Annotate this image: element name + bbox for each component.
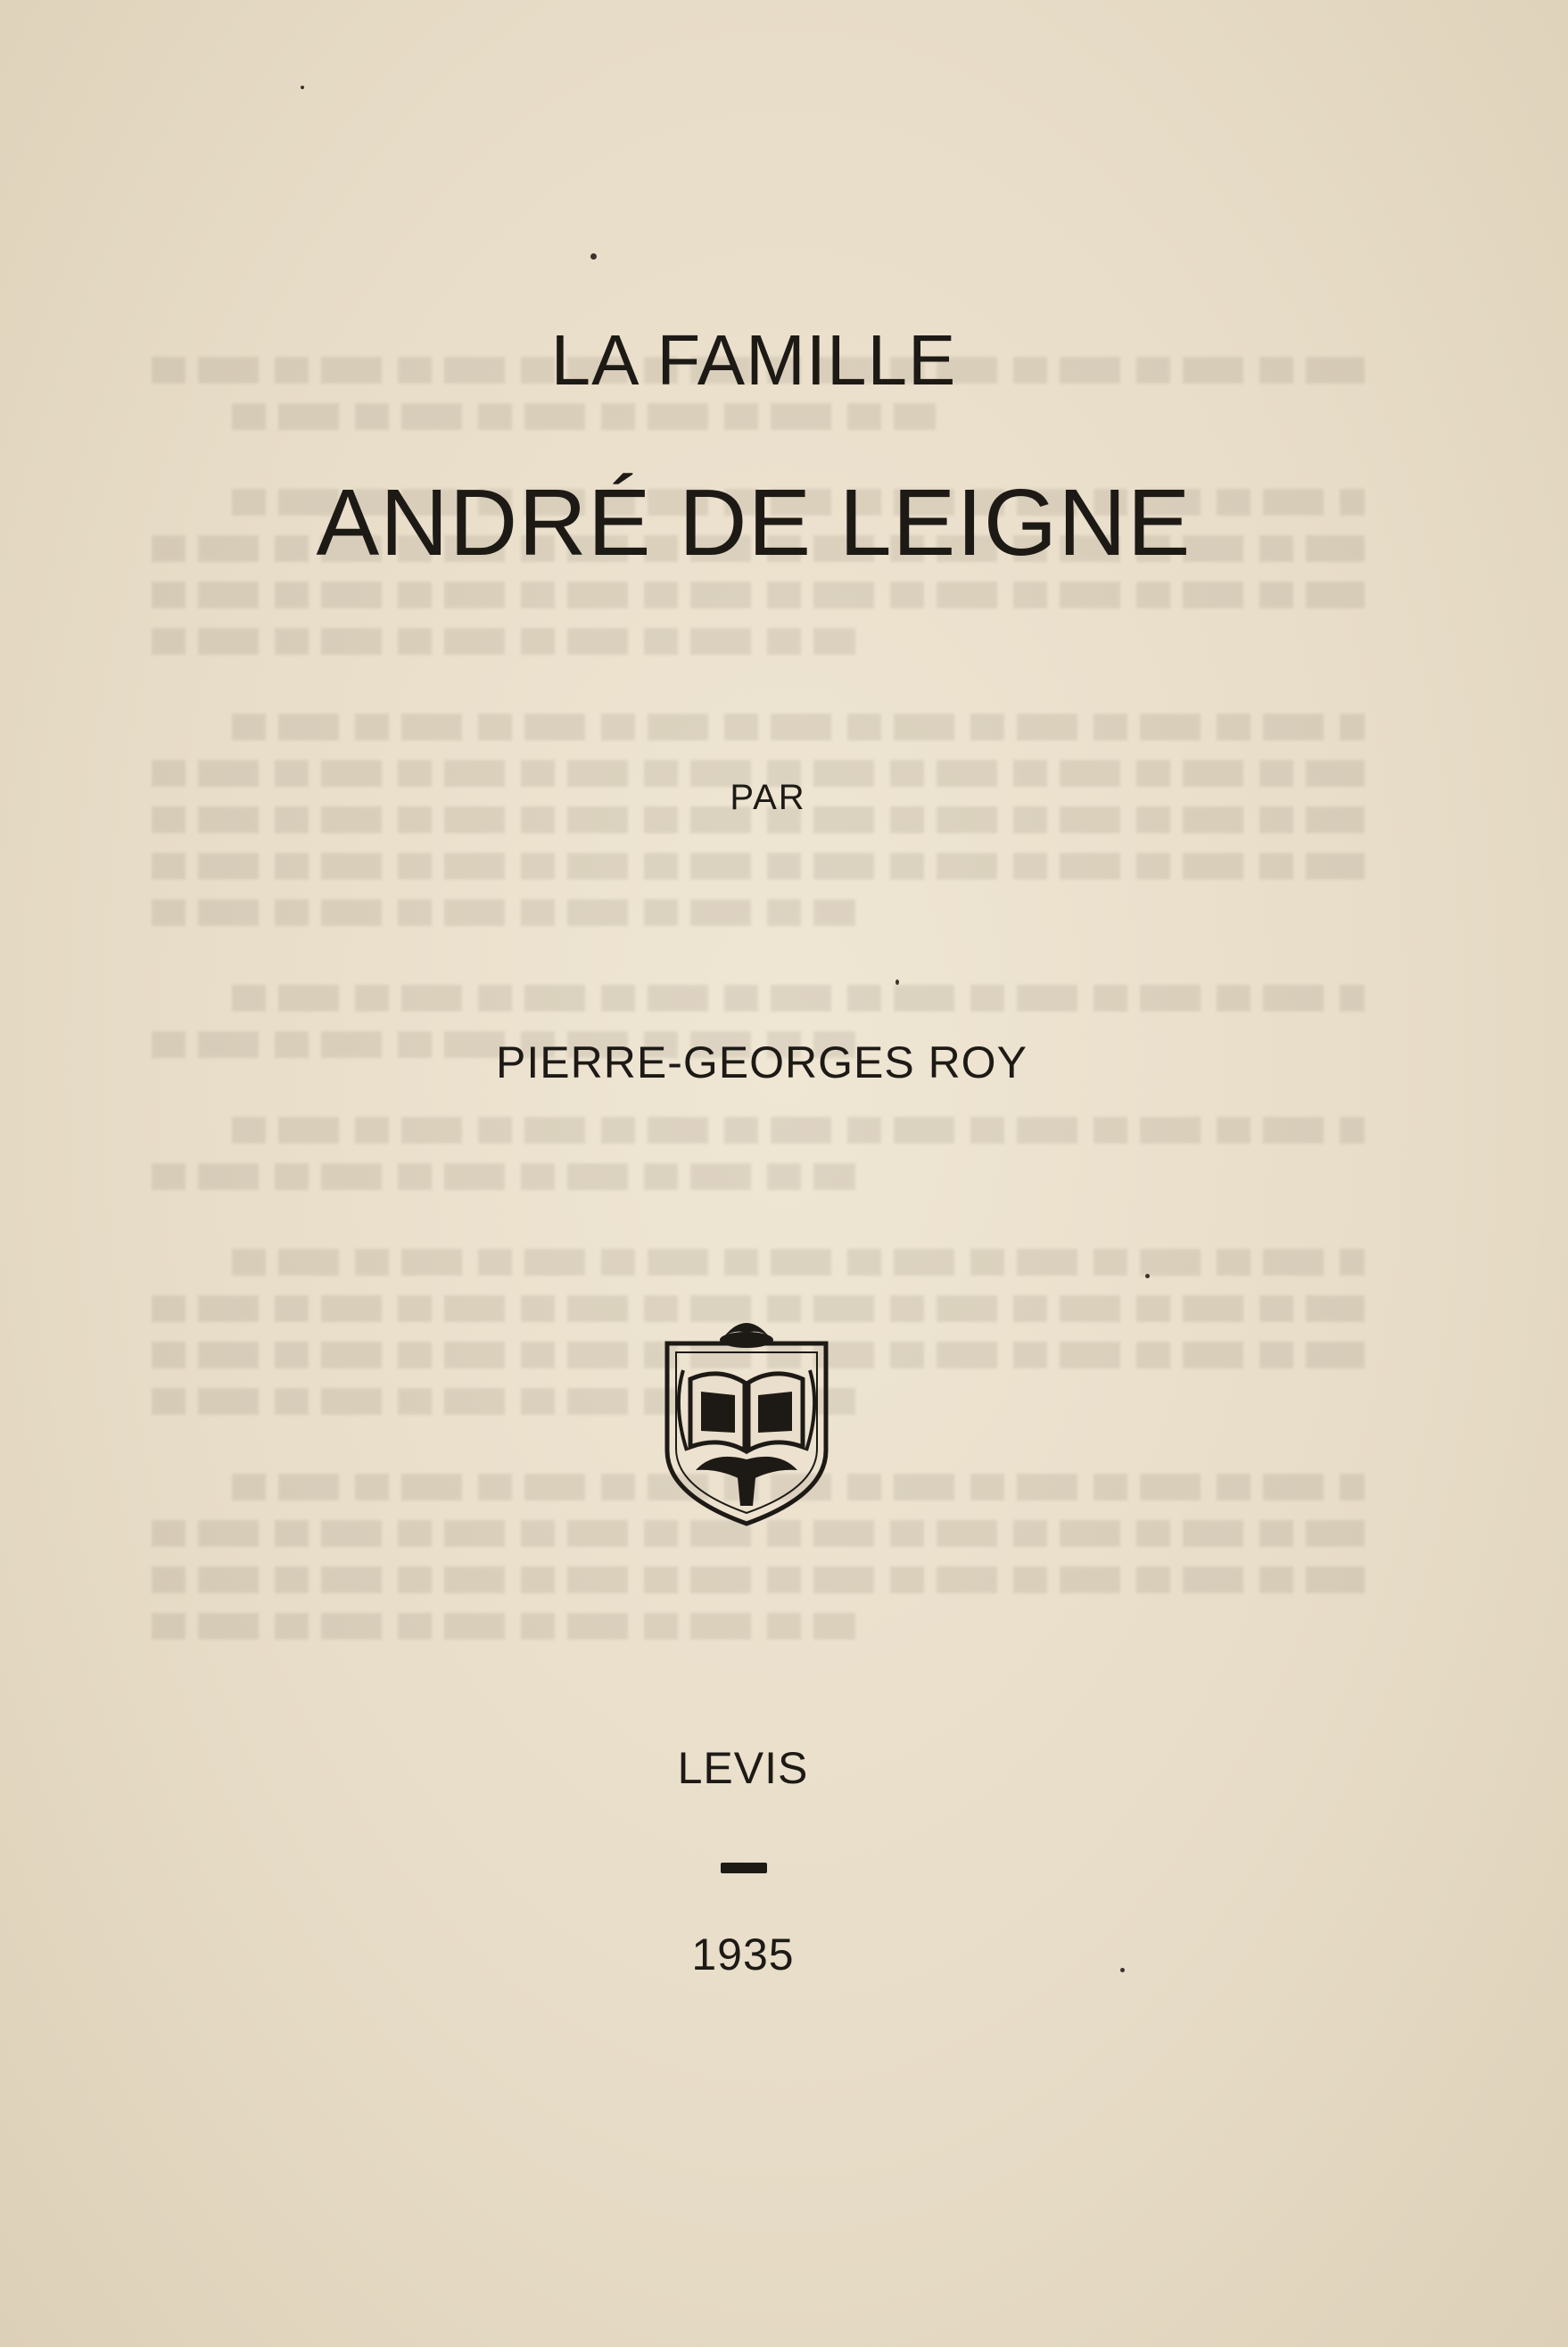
author-name: PIERRE-GEORGES ROY: [496, 1037, 1027, 1087]
paper-speck: [1145, 1274, 1150, 1278]
publication-place: LEVIS: [677, 1743, 809, 1793]
show-through-text: [152, 357, 1365, 2052]
book-emblem-icon: [660, 1317, 833, 1527]
paper-speck: [1120, 1968, 1125, 1972]
paper-speck: [590, 253, 597, 260]
paper-speck: [301, 86, 304, 89]
title-line-1: LA FAMILLE: [550, 320, 957, 400]
by-label: PAR: [730, 778, 806, 817]
publication-year: 1935: [691, 1930, 795, 1979]
title-line-2: ANDRÉ DE LEIGNE: [316, 470, 1192, 575]
separator-dash: [721, 1863, 767, 1873]
paper-speck: [895, 979, 899, 985]
